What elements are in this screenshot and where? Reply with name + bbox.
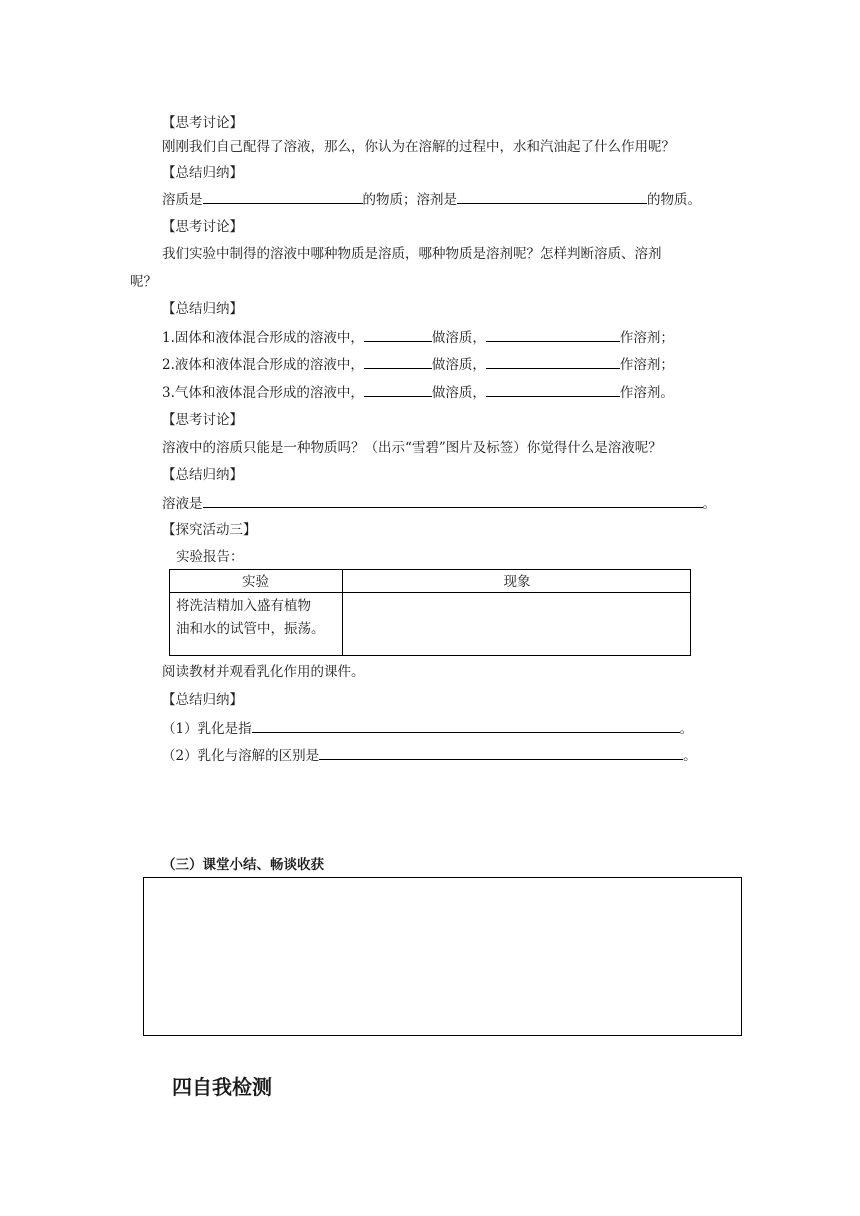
item-3-mid: 做溶质， <box>431 385 486 401</box>
solvent-label: 的物质；溶剂是 <box>362 192 457 208</box>
item-1-solvent-blank[interactable] <box>486 329 620 342</box>
emulsify-definition-line <box>162 720 693 737</box>
summary-item-1 <box>162 329 674 346</box>
item-3-solvent-blank[interactable] <box>486 384 620 397</box>
think-heading-3: 【思考讨论】 <box>162 412 243 428</box>
summary-line-solute-solvent <box>162 191 701 208</box>
emulsify-blank[interactable] <box>252 720 680 733</box>
solution-end: 。 <box>702 496 716 512</box>
solution-blank[interactable] <box>203 495 703 508</box>
difference-blank[interactable] <box>319 747 683 760</box>
solution-definition-line <box>162 495 716 512</box>
summary-item-2 <box>162 356 674 373</box>
solute-blank[interactable] <box>203 191 363 204</box>
think-text-1: 刚刚我们自己配得了溶液，那么，你认为在溶解的过程中，水和汽油起了什么作用呢？ <box>162 139 675 155</box>
table-header-phenomenon: 现象 <box>503 574 531 590</box>
table-header-experiment: 实验 <box>242 574 269 590</box>
item-2-end: 作溶剂； <box>619 357 674 373</box>
think-heading-1: 【思考讨论】 <box>162 115 243 131</box>
summary-heading-2: 【总结归纳】 <box>162 301 243 317</box>
summary-heading-1: 【总结归纳】 <box>162 165 243 181</box>
summary-heading-4: 【总结归纳】 <box>162 692 243 708</box>
report-label: 实验报告： <box>176 549 244 565</box>
item-3-solute-blank[interactable] <box>364 384 432 397</box>
solvent-end: 的物质。 <box>647 192 701 208</box>
table-header-divider <box>169 592 691 593</box>
item-3-prefix: 3.气体和液体混合形成的溶液中， <box>162 385 364 401</box>
solute-label: 溶质是 <box>162 192 203 208</box>
difference-label: （2）乳化与溶解的区别是 <box>162 748 320 764</box>
item-1-mid: 做溶质， <box>431 330 486 346</box>
section-four-title: 四自我检测 <box>172 1075 272 1099</box>
think-heading-2: 【思考讨论】 <box>162 219 243 235</box>
item-1-solute-blank[interactable] <box>364 329 432 342</box>
summary-item-3 <box>162 384 674 401</box>
difference-end: 。 <box>683 748 697 764</box>
item-3-end: 作溶剂。 <box>619 385 674 401</box>
explore-heading: 【探究活动三】 <box>162 522 257 538</box>
item-1-end: 作溶剂； <box>619 330 674 346</box>
solution-label: 溶液是 <box>162 496 203 512</box>
emulsify-difference-line <box>162 747 697 764</box>
item-2-solvent-blank[interactable] <box>486 356 620 369</box>
item-2-prefix: 2.液体和液体混合形成的溶液中， <box>162 357 364 373</box>
think-text-2-line2: 呢？ <box>130 274 157 290</box>
think-text-3: 溶液中的溶质只能是一种物质吗？（出示“雪碧”图片及标签）你觉得什么是溶液呢？ <box>162 440 662 456</box>
section-three-title: （三）课堂小结、畅谈收获 <box>162 857 324 873</box>
emulsify-label: （1）乳化是指 <box>162 721 252 737</box>
emulsify-end: 。 <box>679 721 694 737</box>
item-2-solute-blank[interactable] <box>364 356 432 369</box>
summary-heading-3: 【总结归纳】 <box>162 467 243 483</box>
item-1-prefix: 1.固体和液体混合形成的溶液中， <box>162 330 364 346</box>
reflection-box[interactable] <box>143 877 742 1036</box>
table-cell-experiment-line1: 将洗洁精加入盛有植物 <box>176 598 311 614</box>
think-text-2-line1: 我们实验中制得的溶液中哪种物质是溶质，哪种物质是溶剂呢？怎样判断溶质、溶剂 <box>162 246 662 262</box>
item-2-mid: 做溶质， <box>431 357 486 373</box>
read-text: 阅读教材并观看乳化作用的课件。 <box>162 664 365 680</box>
solvent-blank[interactable] <box>457 191 647 204</box>
table-cell-experiment-line2: 油和水的试管中，振荡。 <box>176 621 325 637</box>
